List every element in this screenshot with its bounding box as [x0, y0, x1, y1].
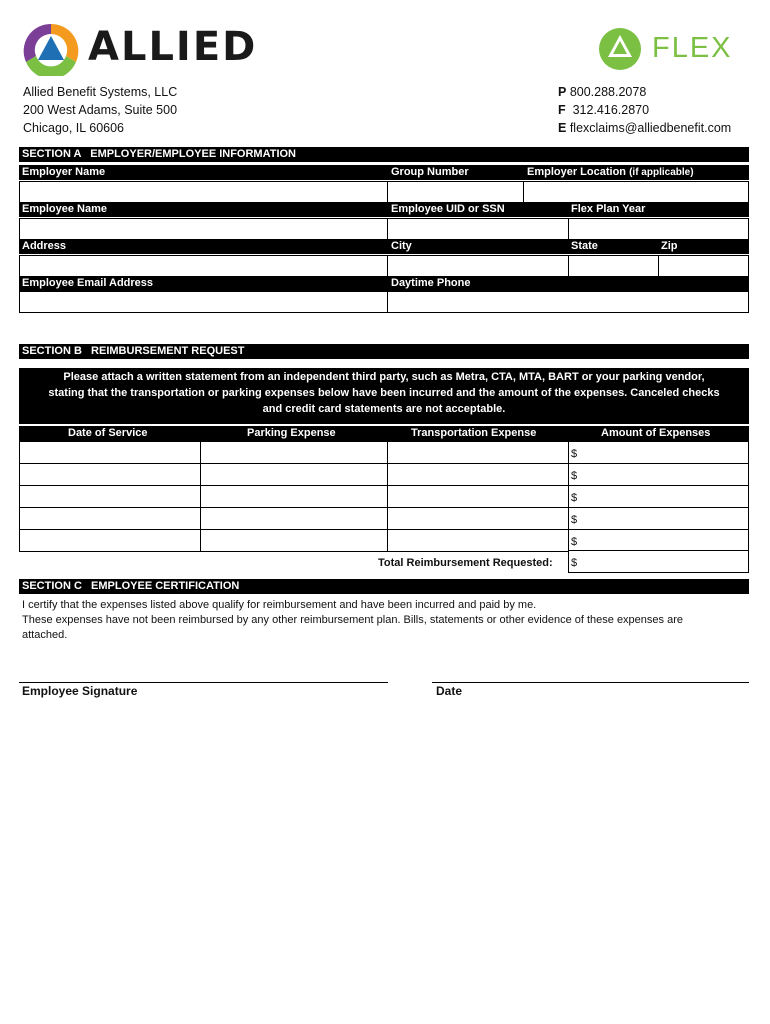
section-c-title: SECTION C EMPLOYEE CERTIFICATION	[22, 580, 240, 592]
daytime-phone-field[interactable]	[387, 291, 749, 313]
section-a-header	[19, 147, 749, 162]
city-field[interactable]	[387, 255, 569, 277]
parking-expense-cell[interactable]	[200, 529, 388, 552]
col-parking-expense: Parking Expense	[247, 427, 336, 439]
signature-line[interactable]	[19, 682, 388, 683]
amount-cell[interactable]	[568, 485, 749, 508]
employer-location-note: (if applicable)	[629, 167, 694, 178]
transportation-expense-cell[interactable]	[387, 463, 569, 486]
total-amount-field[interactable]	[568, 550, 749, 573]
group-number-field[interactable]	[387, 181, 524, 203]
address-field[interactable]	[19, 255, 388, 277]
employee-uid-label: Employee UID or SSN	[391, 203, 505, 215]
employer-location-label-wrap	[527, 165, 694, 180]
date-line[interactable]	[432, 682, 749, 683]
total-currency-symbol: $	[571, 557, 578, 569]
flex-logo-mark-icon	[596, 26, 644, 72]
section-b-header	[19, 344, 749, 359]
parking-expense-cell[interactable]	[200, 441, 388, 464]
employee-name-label: Employee Name	[22, 203, 107, 215]
zip-label: Zip	[661, 240, 678, 252]
currency-symbol: $	[571, 492, 578, 504]
instructions-line-2: stating that the transportation or parking expenses below have been incurred and the amount of the expenses. Canceled checks	[48, 387, 720, 399]
transportation-expense-cell[interactable]	[387, 507, 569, 530]
col-date-of-service: Date of Service	[68, 427, 148, 439]
email-label: E	[558, 121, 567, 135]
date-of-service-cell[interactable]	[19, 507, 201, 530]
instructions-line-1: Please attach a written statement from an independent third party, such as Metra, CTA, MTA, BART or your parking vendor,	[63, 371, 705, 383]
phone-number: 800.288.2078	[569, 85, 647, 99]
date-of-service-cell[interactable]	[19, 529, 201, 552]
allied-logo	[22, 22, 262, 76]
currency-symbol: $	[571, 514, 578, 526]
flex-plan-year-field[interactable]	[568, 218, 749, 240]
employee-signature-label: Employee Signature	[22, 684, 138, 698]
total-label: Total Reimbursement Requested:	[378, 557, 553, 569]
transportation-expense-cell[interactable]	[387, 529, 569, 552]
employee-email-label: Employee Email Address	[22, 277, 154, 289]
currency-symbol: $	[571, 536, 578, 548]
parking-expense-cell[interactable]	[200, 507, 388, 530]
section-a-row4-labels	[19, 276, 749, 291]
group-number-label: Group Number	[391, 166, 469, 178]
col-amount-of-expenses: Amount of Expenses	[601, 427, 711, 439]
address-label: Address	[22, 240, 67, 252]
amount-cell[interactable]	[568, 463, 749, 486]
section-c-header	[19, 579, 749, 594]
section-a-row3-labels	[19, 239, 749, 254]
section-a-row1-labels	[19, 165, 749, 180]
currency-symbol: $	[571, 470, 578, 482]
date-label: Date	[436, 684, 463, 698]
company-address	[23, 83, 177, 137]
address-line-1: Allied Benefit Systems, LLC	[23, 85, 178, 99]
flex-logo	[596, 26, 746, 72]
allied-logo-mark-icon	[22, 22, 80, 76]
address-line-2: 200 West Adams, Suite 500	[23, 103, 178, 117]
employee-email-field[interactable]	[19, 291, 388, 313]
state-label: State	[571, 240, 598, 252]
flex-logo-text: FLEX	[652, 32, 733, 64]
employee-uid-field[interactable]	[387, 218, 569, 240]
fax-label: F	[558, 103, 566, 117]
parking-expense-cell[interactable]	[200, 463, 388, 486]
expense-table-header	[19, 426, 749, 441]
currency-symbol: $	[571, 448, 578, 460]
reimbursement-instructions	[19, 368, 749, 424]
daytime-phone-label: Daytime Phone	[391, 277, 471, 289]
allied-logo-text: ALLIED	[88, 24, 258, 70]
date-of-service-cell[interactable]	[19, 463, 201, 486]
instructions-line-3: and credit card statements are not acceptable.	[262, 403, 506, 415]
transportation-expense-cell[interactable]	[387, 485, 569, 508]
state-field[interactable]	[568, 255, 659, 277]
amount-cell[interactable]	[568, 507, 749, 530]
section-a-title: SECTION A EMPLOYER/EMPLOYEE INFORMATION	[22, 148, 296, 160]
employer-location-field[interactable]	[523, 181, 749, 203]
contact-info	[558, 83, 731, 137]
fax-number: 312.416.2870	[572, 103, 650, 117]
date-of-service-cell[interactable]	[19, 441, 201, 464]
certification-line-2: These expenses have not been reimbursed by any other reimbursement plan. Bills, statements or other evidence of these expenses are	[22, 614, 683, 626]
date-of-service-cell[interactable]	[19, 485, 201, 508]
email-address[interactable]: flexclaims@alliedbenefit.com	[569, 121, 732, 135]
certification-line-1: I certify that the expenses listed above qualify for reimbursement and have been incurred and paid by me.	[22, 599, 537, 611]
col-transportation-expense: Transportation Expense	[411, 427, 537, 439]
employer-location-label: Employer Location	[527, 166, 627, 178]
section-b-title: SECTION B REIMBURSEMENT REQUEST	[22, 345, 245, 357]
employer-name-label: Employer Name	[22, 166, 106, 178]
amount-cell[interactable]	[568, 529, 749, 552]
certification-line-3: attached.	[22, 629, 68, 641]
employee-name-field[interactable]	[19, 218, 388, 240]
parking-expense-cell[interactable]	[200, 485, 388, 508]
city-label: City	[391, 240, 412, 252]
section-a-row2-labels	[19, 202, 749, 217]
phone-label: P	[558, 85, 567, 99]
amount-cell[interactable]	[568, 441, 749, 464]
employer-name-field[interactable]	[19, 181, 388, 203]
transportation-expense-cell[interactable]	[387, 441, 569, 464]
flex-plan-year-label: Flex Plan Year	[571, 203, 646, 215]
address-line-3: Chicago, IL 60606	[23, 121, 125, 135]
zip-field[interactable]	[658, 255, 749, 277]
certification-text	[22, 598, 747, 643]
